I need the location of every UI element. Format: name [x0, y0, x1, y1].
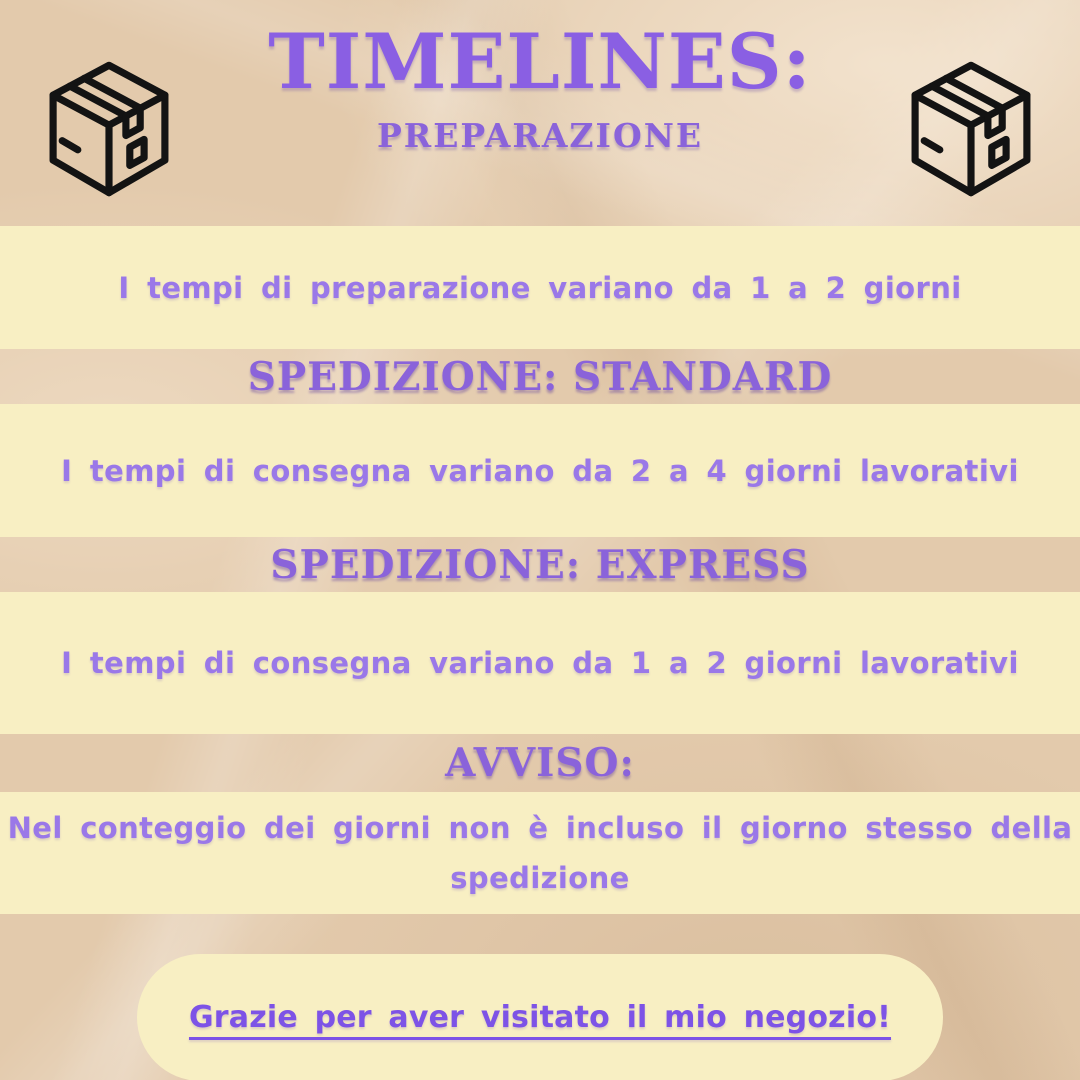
avviso-band [0, 792, 1080, 914]
avviso-text-line2: spedizione [450, 861, 630, 895]
section-heading-avviso: AVVISO: [445, 740, 635, 786]
section-heading-express: SPEDIZIONE: EXPRESS [270, 541, 810, 588]
thanks-pill [137, 954, 943, 1080]
express-heading-band [0, 537, 1080, 592]
footer [0, 914, 1080, 1080]
express-band [0, 592, 1080, 734]
header [0, 17, 1080, 226]
standard-text: I tempi di consegna variano da 2 a 4 giorni lavorativi [61, 453, 1019, 488]
preparazione-band [0, 226, 1080, 349]
preparazione-text: I tempi di preparazione variano da 1 a 2 giorni [118, 270, 962, 305]
section-heading-standard: SPEDIZIONE: STANDARD [247, 353, 833, 400]
package-box-icon [906, 54, 1036, 204]
standard-band [0, 404, 1080, 537]
avviso-heading-band [0, 734, 1080, 792]
avviso-text-line1: Nel conteggio dei giorni non è incluso il giorno stesso della [7, 811, 1073, 845]
page-title: TIMELINES: [268, 17, 812, 106]
package-box-icon [44, 54, 174, 204]
thanks-link[interactable]: Grazie per aver visitato il mio negozio! [188, 1000, 892, 1035]
express-text: I tempi di consegna variano da 1 a 2 giorni lavorativi [61, 646, 1019, 680]
section-heading-preparazione: PREPARAZIONE [376, 116, 704, 155]
avviso-text [8, 803, 1073, 903]
standard-heading-band [0, 349, 1080, 404]
